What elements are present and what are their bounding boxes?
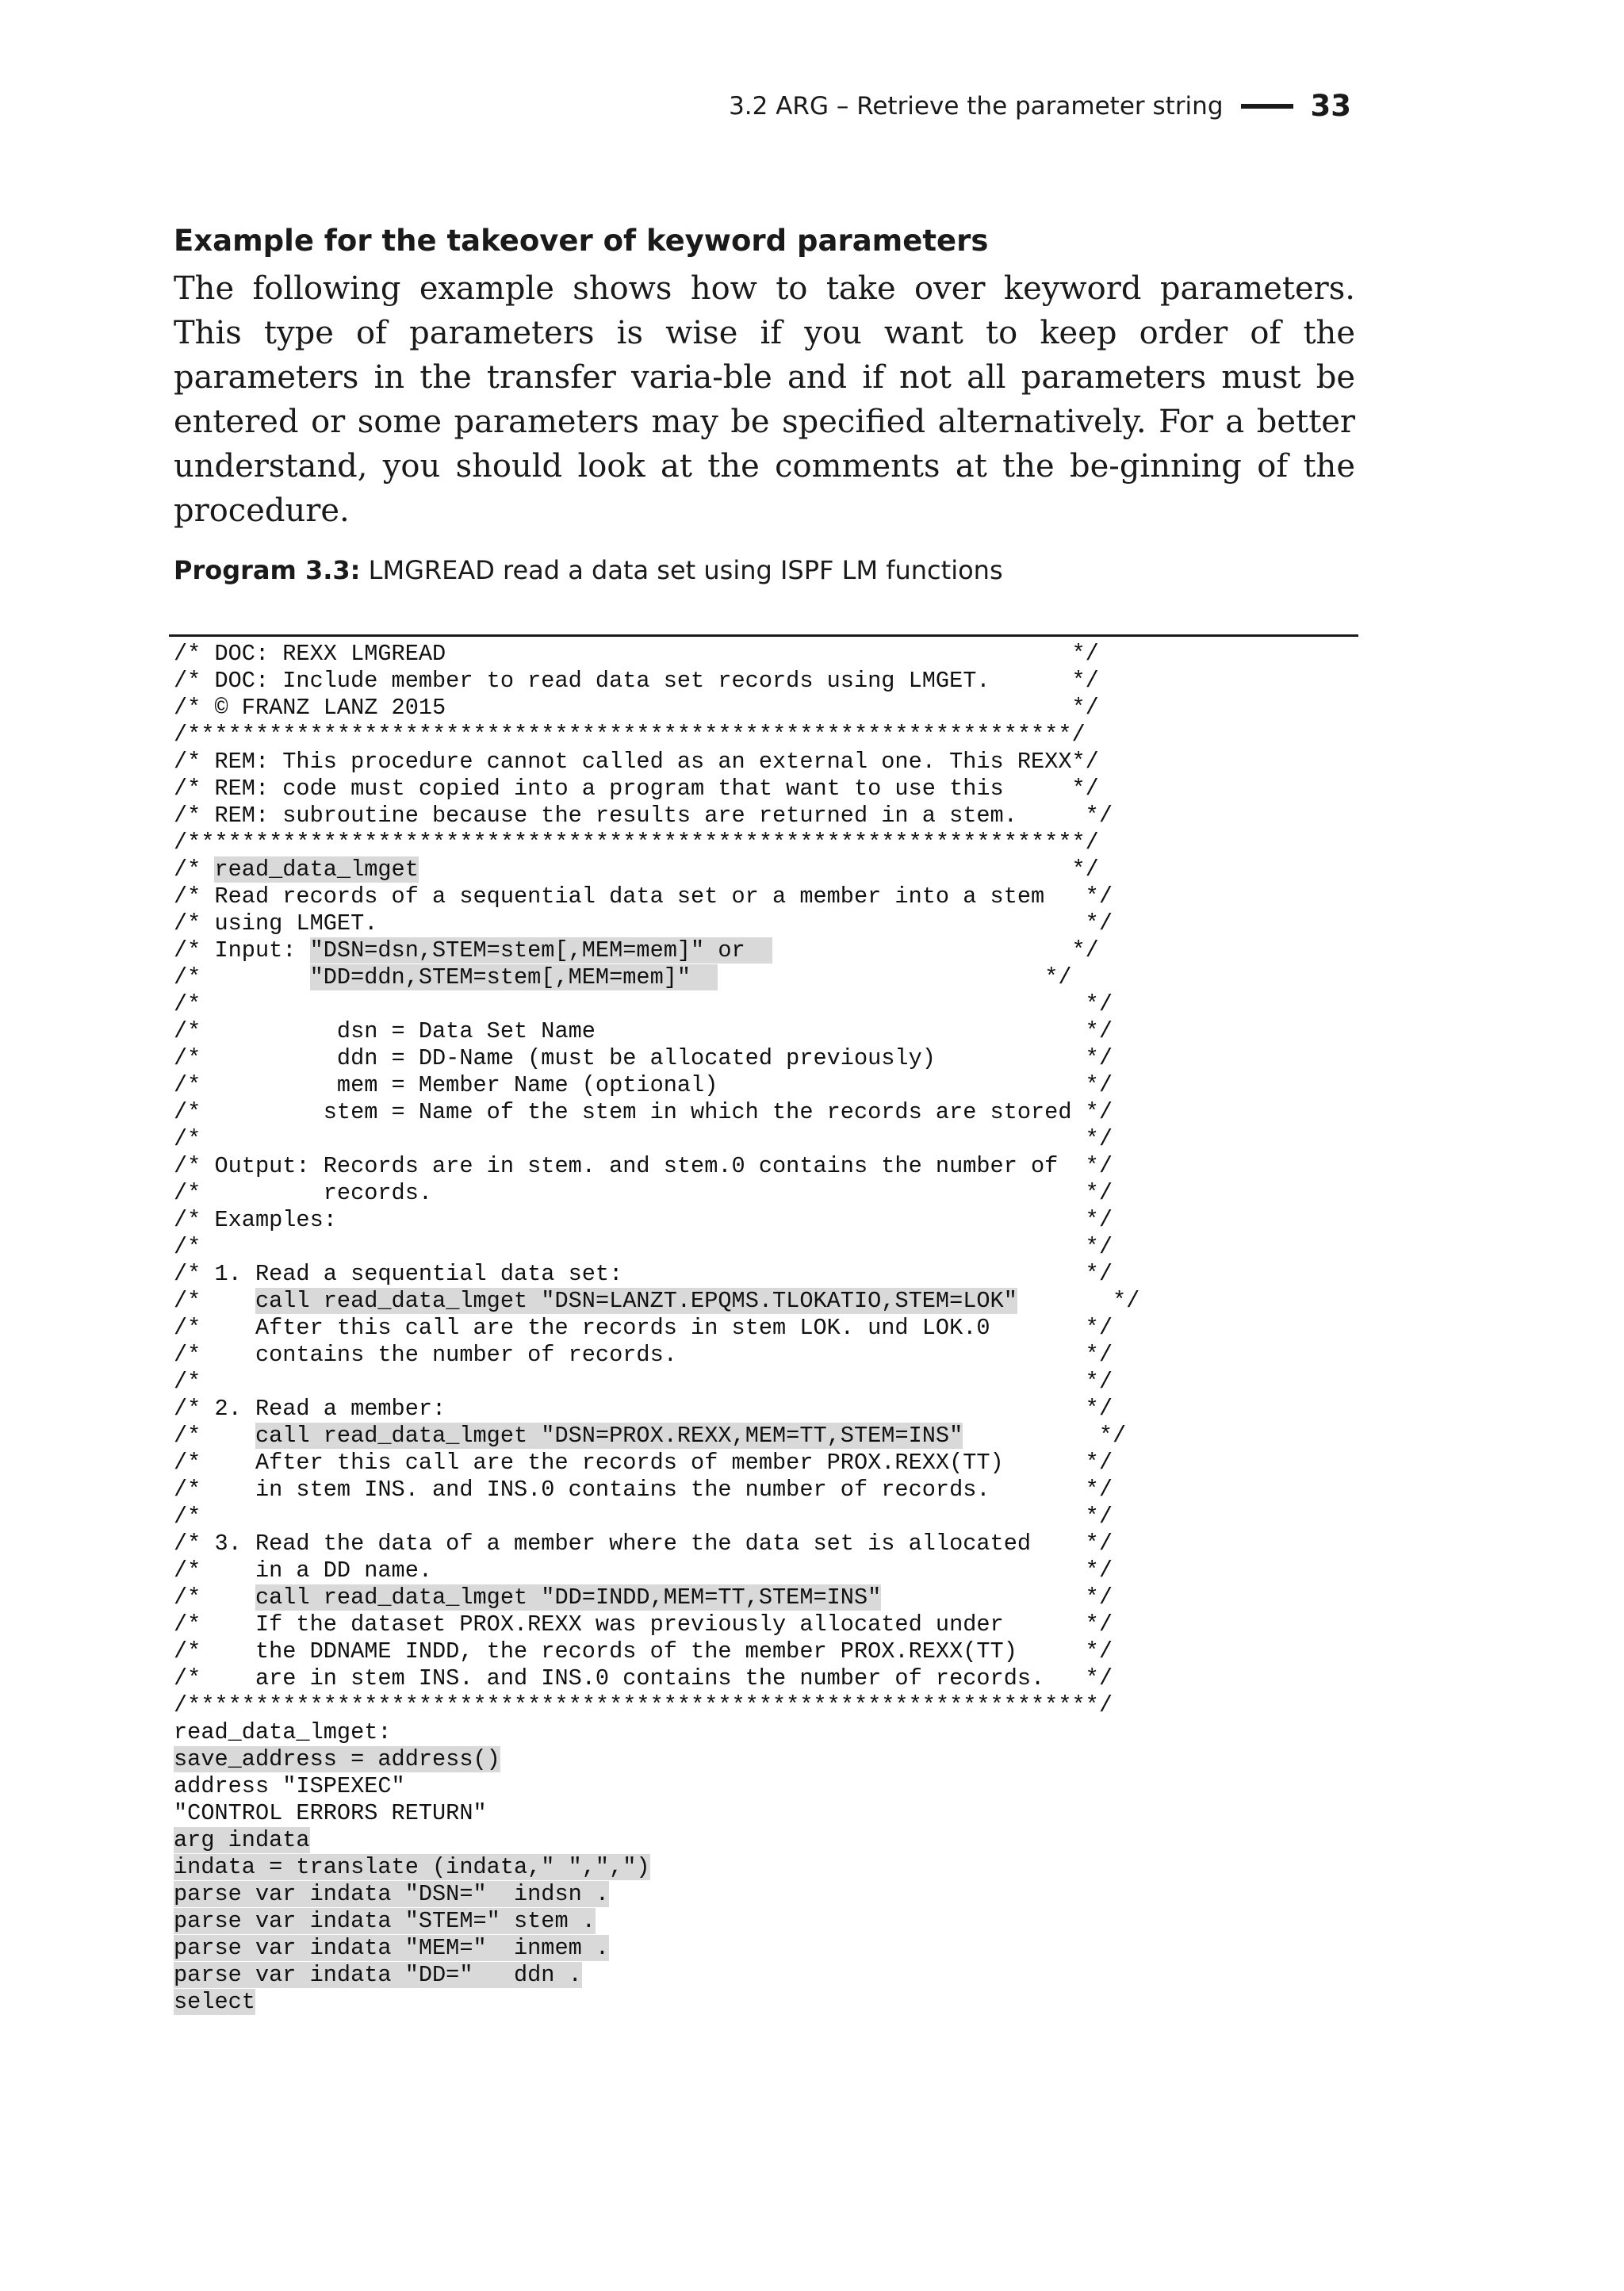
code-line [174,1072,1139,1099]
code-line [174,1665,1139,1692]
code-line [174,937,1139,964]
code-text: /* DOC: REXX LMGREAD */ [174,641,1099,667]
code-line [174,1153,1139,1180]
code-line [174,883,1139,910]
code-text: /* Read records of a sequential data set or a member into a stem */ [174,883,1113,910]
code-text: /* [174,856,215,883]
code-line [174,1638,1139,1665]
code-text: /* Input: [174,937,310,964]
code-line [174,803,1139,829]
code-text: /* REM: This procedure cannot called as an external one. This REXX*/ [174,749,1099,775]
code-text: /* [174,1423,255,1449]
code-highlight: read_data_lmget [214,856,419,883]
code-text: /* After this call are the records in stem LOK. und LOK.0 */ [174,1315,1113,1341]
code-line [174,1531,1139,1557]
code-line [174,1557,1139,1584]
code-line [174,1288,1139,1315]
section-title: Example for the takeover of keyword parameters [174,224,989,258]
code-line [174,1099,1139,1126]
code-line [174,722,1139,749]
code-highlight: select [174,1989,255,2015]
code-line [174,1773,1139,1800]
code-line [174,1854,1139,1881]
code-line [174,1315,1139,1342]
code-line [174,910,1139,937]
code-text: /* REM: subroutine because the results are returned in a stem. */ [174,803,1113,829]
code-line [174,1180,1139,1207]
code-text: /* in stem INS. and INS.0 contains the number of records. */ [174,1477,1113,1503]
code-text: /* the DDNAME INDD, the records of the member PROX.REXX(TT) */ [174,1638,1113,1665]
code-line [174,776,1139,803]
code-line [174,964,1139,991]
code-line [174,1369,1139,1396]
code-text: /* 3. Read the data of a member where the data set is allocated */ [174,1531,1113,1557]
code-text: /* If the dataset PROX.REXX was previously allocated under */ [174,1611,1113,1638]
code-text: /* mem = Member Name (optional) */ [174,1072,1113,1098]
code-highlight: call read_data_lmget "DSN=LANZT.EPQMS.TLOKATIO,STEM=LOK" [255,1288,1017,1314]
code-line [174,1207,1139,1234]
code-text: /* */ [174,1504,1113,1530]
code-text: /* */ [174,991,1113,1017]
program-caption-text: LMGREAD read a data set using ISPF LM functions [360,555,1003,585]
code-text: /* dsn = Data Set Name */ [174,1018,1113,1044]
code-text: */ [772,937,1099,964]
code-line [174,829,1139,856]
code-highlight: "DSN=dsn,STEM=stem[,MEM=mem]" or [309,937,773,964]
program-caption-label: Program 3.3: [174,555,361,585]
code-line [174,1045,1139,1072]
code-text: */ [718,964,1072,990]
page-number: 33 [1310,89,1351,123]
code-highlight: call read_data_lmget "DSN=PROX.REXX,MEM=TT,STEM=INS" [255,1423,963,1449]
code-text: /* [174,1584,255,1611]
code-text: /* [174,964,310,990]
code-text: /*****************************************************************/ [174,722,1086,748]
code-text: /* in a DD name. */ [174,1557,1113,1584]
code-text: */ [881,1584,1113,1611]
code-line [174,991,1139,1018]
code-text: /* © FRANZ LANZ 2015 */ [174,695,1099,721]
code-line [174,1746,1139,1773]
code-text: /* are in stem INS. and INS.0 contains the number of records. */ [174,1665,1113,1691]
code-text: "CONTROL ERRORS RETURN" [174,1800,487,1826]
code-highlight: parse var indata "DSN=" indsn . [174,1881,610,1907]
code-text: /* using LMGET. */ [174,910,1113,937]
code-line [174,1962,1139,1989]
code-listing [174,641,1139,2016]
body-paragraph: The following example shows how to take over keyword parameters. This type of parameters is wise if you want to keep order of the parameters in the transfer varia-ble and if not all parameters must be entered or some parameters may be specified alternatively. For a better understand, you should look at the comments at the be-ginning of the procedure. [174,270,1355,529]
code-line [174,1342,1139,1369]
code-highlight: call read_data_lmget "DD=INDD,MEM=TT,STEM=INS" [255,1584,882,1611]
code-text: /* contains the number of records. */ [174,1342,1113,1368]
code-highlight: parse var indata "MEM=" inmem . [174,1935,610,1961]
code-line [174,1234,1139,1261]
code-line [174,1584,1139,1611]
running-head-title: 3.2 ARG – Retrieve the parameter string [729,91,1224,121]
code-line [174,1611,1139,1638]
running-head-rule [1241,104,1293,109]
code-line [174,1719,1139,1746]
code-line [174,1989,1139,2016]
code-text: /* DOC: Include member to read data set records using LMGET. */ [174,668,1099,694]
code-line [174,1261,1139,1288]
code-highlight: save_address = address() [174,1746,500,1772]
code-text: read_data_lmget: [174,1719,392,1745]
code-highlight: parse var indata "DD=" ddn . [174,1962,582,1988]
code-text: */ [963,1423,1127,1449]
code-text: /******************************************************************/ [174,829,1099,856]
code-text: address "ISPEXEC" [174,1773,405,1799]
code-line [174,1800,1139,1827]
code-text: /* After this call are the records of member PROX.REXX(TT) */ [174,1450,1113,1476]
code-text: /* [174,1288,255,1314]
code-line [174,1126,1139,1153]
code-highlight: "DD=ddn,STEM=stem[,MEM=mem]" [309,964,718,990]
code-line [174,1423,1139,1450]
code-line [174,1477,1139,1504]
code-line [174,1827,1139,1854]
code-highlight: arg indata [174,1827,310,1853]
code-line [174,1908,1139,1935]
code-text: */ [1017,1288,1140,1314]
code-line [174,1504,1139,1531]
code-text: /* REM: code must copied into a program that want to use this */ [174,776,1099,802]
program-caption [174,555,1003,585]
code-line [174,1396,1139,1423]
code-line [174,1692,1139,1719]
code-text: /* ddn = DD-Name (must be allocated previously) */ [174,1045,1113,1071]
code-text: /* stem = Name of the stem in which the records are stored */ [174,1099,1113,1125]
code-text: /* Examples: */ [174,1207,1113,1233]
code-line [174,695,1139,722]
code-text: /* 1. Read a sequential data set: */ [174,1261,1113,1287]
code-line [174,856,1139,883]
code-text: /* Output: Records are in stem. and stem.0 contains the number of */ [174,1153,1113,1179]
code-line [174,1450,1139,1477]
code-top-rule [169,634,1358,637]
code-text: /* 2. Read a member: */ [174,1396,1113,1422]
code-line [174,1935,1139,1962]
code-line [174,641,1139,668]
code-line [174,1018,1139,1045]
code-text: /* */ [174,1234,1113,1260]
code-line [174,668,1139,695]
code-line [174,1881,1139,1908]
code-highlight: indata = translate (indata," ",",") [174,1854,650,1880]
code-text: /* records. */ [174,1180,1113,1206]
code-line [174,749,1139,776]
code-text: /* */ [174,1126,1113,1152]
code-highlight: parse var indata "STEM=" stem . [174,1908,596,1934]
code-text: /* */ [174,1369,1113,1395]
code-text: */ [418,856,1099,883]
code-text: /*******************************************************************/ [174,1692,1113,1718]
running-head [729,89,1351,123]
